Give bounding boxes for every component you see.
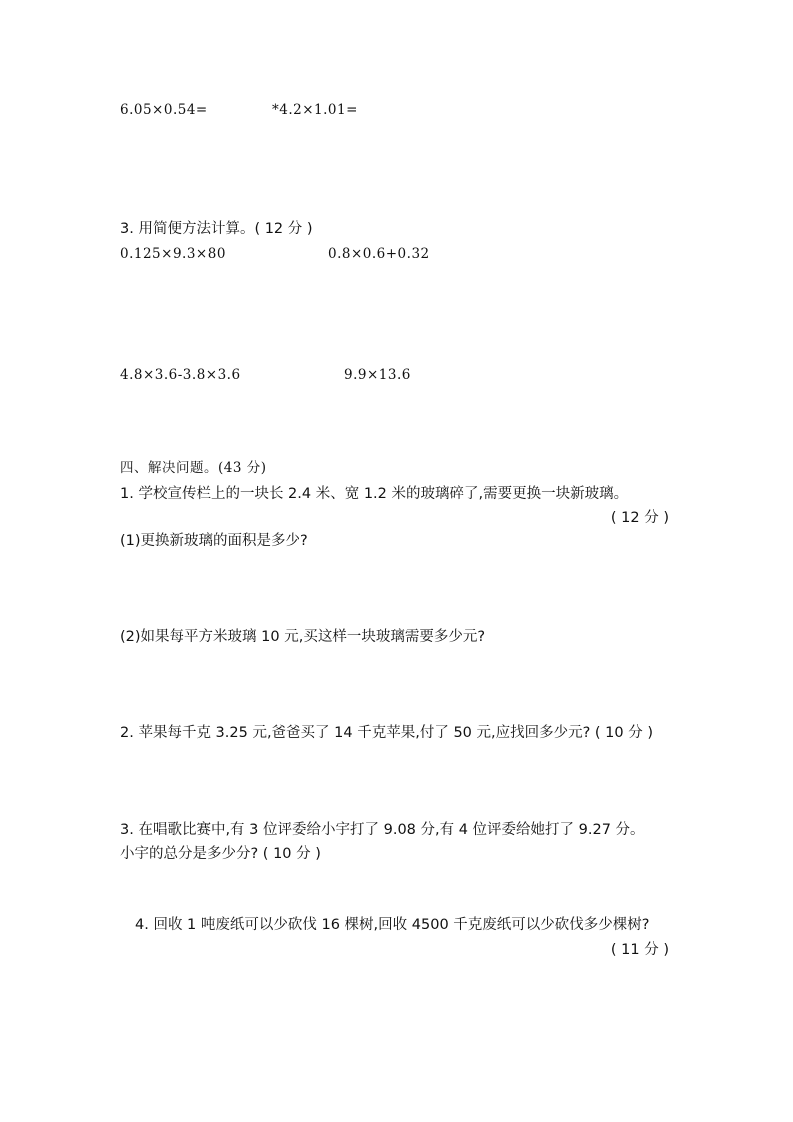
question-1-score: ( 12 分 ) [610,510,669,526]
expression-0-125x9-3x80: 0.125×9.3×80 [120,246,226,262]
expression-4-8x3-6-minus-3-8x3-6: 4.8×3.6-3.8×3.6 [120,367,241,383]
expression-9-9x13-6: 9.9×13.6 [344,367,411,383]
expression-6-05x0-54: 6.05×0.54= [120,102,208,118]
expression-0-8x0-6-plus-0-32: 0.8×0.6+0.32 [328,246,430,262]
simplified-calculation-heading: 3. 用简便方法计算。( 12 分 ) [120,221,313,237]
question-1-sub-2: (2)如果每平方米玻璃 10 元,买这样一块玻璃需要多少元? [120,629,486,645]
question-2-text: 2. 苹果每千克 3.25 元,爸爸买了 14 千克苹果,付了 50 元,应找回多少元? ( 10 分 ) [120,725,654,741]
problem-solving-heading: 四、解决问题。(43 分) [120,460,267,476]
question-4-score: ( 11 分 ) [610,942,669,958]
expression-4-2x1-01: *4.2×1.01= [272,102,358,118]
question-3-line-2: 小宇的总分是多少分? ( 10 分 ) [120,846,321,862]
question-3-line-1: 3. 在唱歌比赛中,有 3 位评委给小宇打了 9.08 分,有 4 位评委给她打了 9.27 分。 [120,822,645,838]
question-4-text: 4. 回收 1 吨废纸可以少砍伐 16 棵树,回收 4500 千克废纸可以少砍伐多少棵树? [135,917,650,933]
question-1-text: 1. 学校宣传栏上的一块长 2.4 米、宽 1.2 米的玻璃碎了,需要更换一块新玻璃。 [120,486,629,502]
question-1-sub-1: (1)更换新玻璃的面积是多少? [120,533,308,549]
